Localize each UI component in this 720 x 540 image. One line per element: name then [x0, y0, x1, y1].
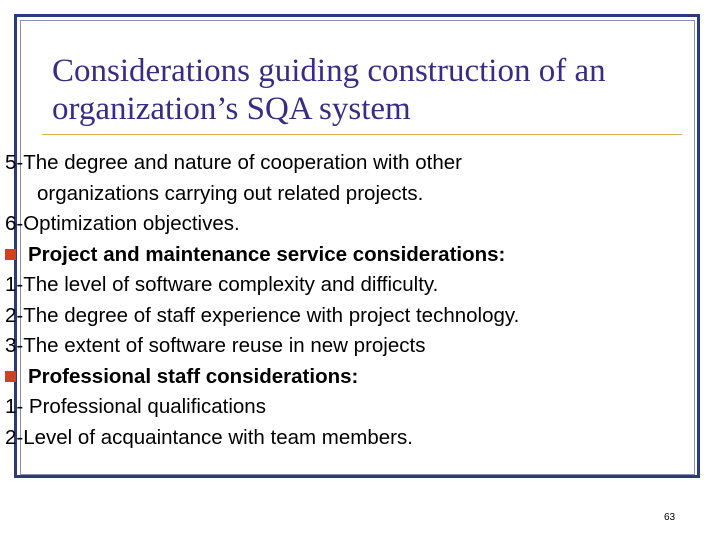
square-bullet-icon: [5, 249, 16, 260]
section-heading-staff-text: Professional staff considerations:: [28, 364, 359, 388]
page-number: 63: [664, 512, 676, 523]
square-bullet-icon: [5, 371, 16, 382]
body-line-2: organizations carrying out related projects.: [37, 181, 424, 205]
body-line-1: 5-The degree and nature of cooperation with other: [5, 151, 462, 174]
body-line-7: 3-The extent of software reuse in new projects: [5, 334, 426, 357]
slide-body: [5, 148, 705, 453]
body-line-3: 6-Optimization objectives.: [5, 212, 240, 235]
title-line-1: Considerations guiding construction of an: [52, 53, 606, 89]
body-line-10: 2-Level of acquaintance with team members.: [5, 425, 413, 449]
body-line-5: 1-The level of software complexity and difficulty.: [5, 273, 439, 296]
title-divider: [42, 134, 682, 135]
section-heading-project: [5, 240, 705, 271]
section-heading-staff: [5, 362, 705, 393]
section-heading-project-text: Project and maintenance service considerations:: [28, 242, 506, 266]
slide-title: [52, 52, 692, 128]
title-line-2: organization’s SQA system: [52, 91, 411, 127]
body-line-6: 2-The degree of staff experience with project technology.: [5, 303, 520, 327]
body-line-9: 1- Professional qualifications: [5, 395, 266, 418]
